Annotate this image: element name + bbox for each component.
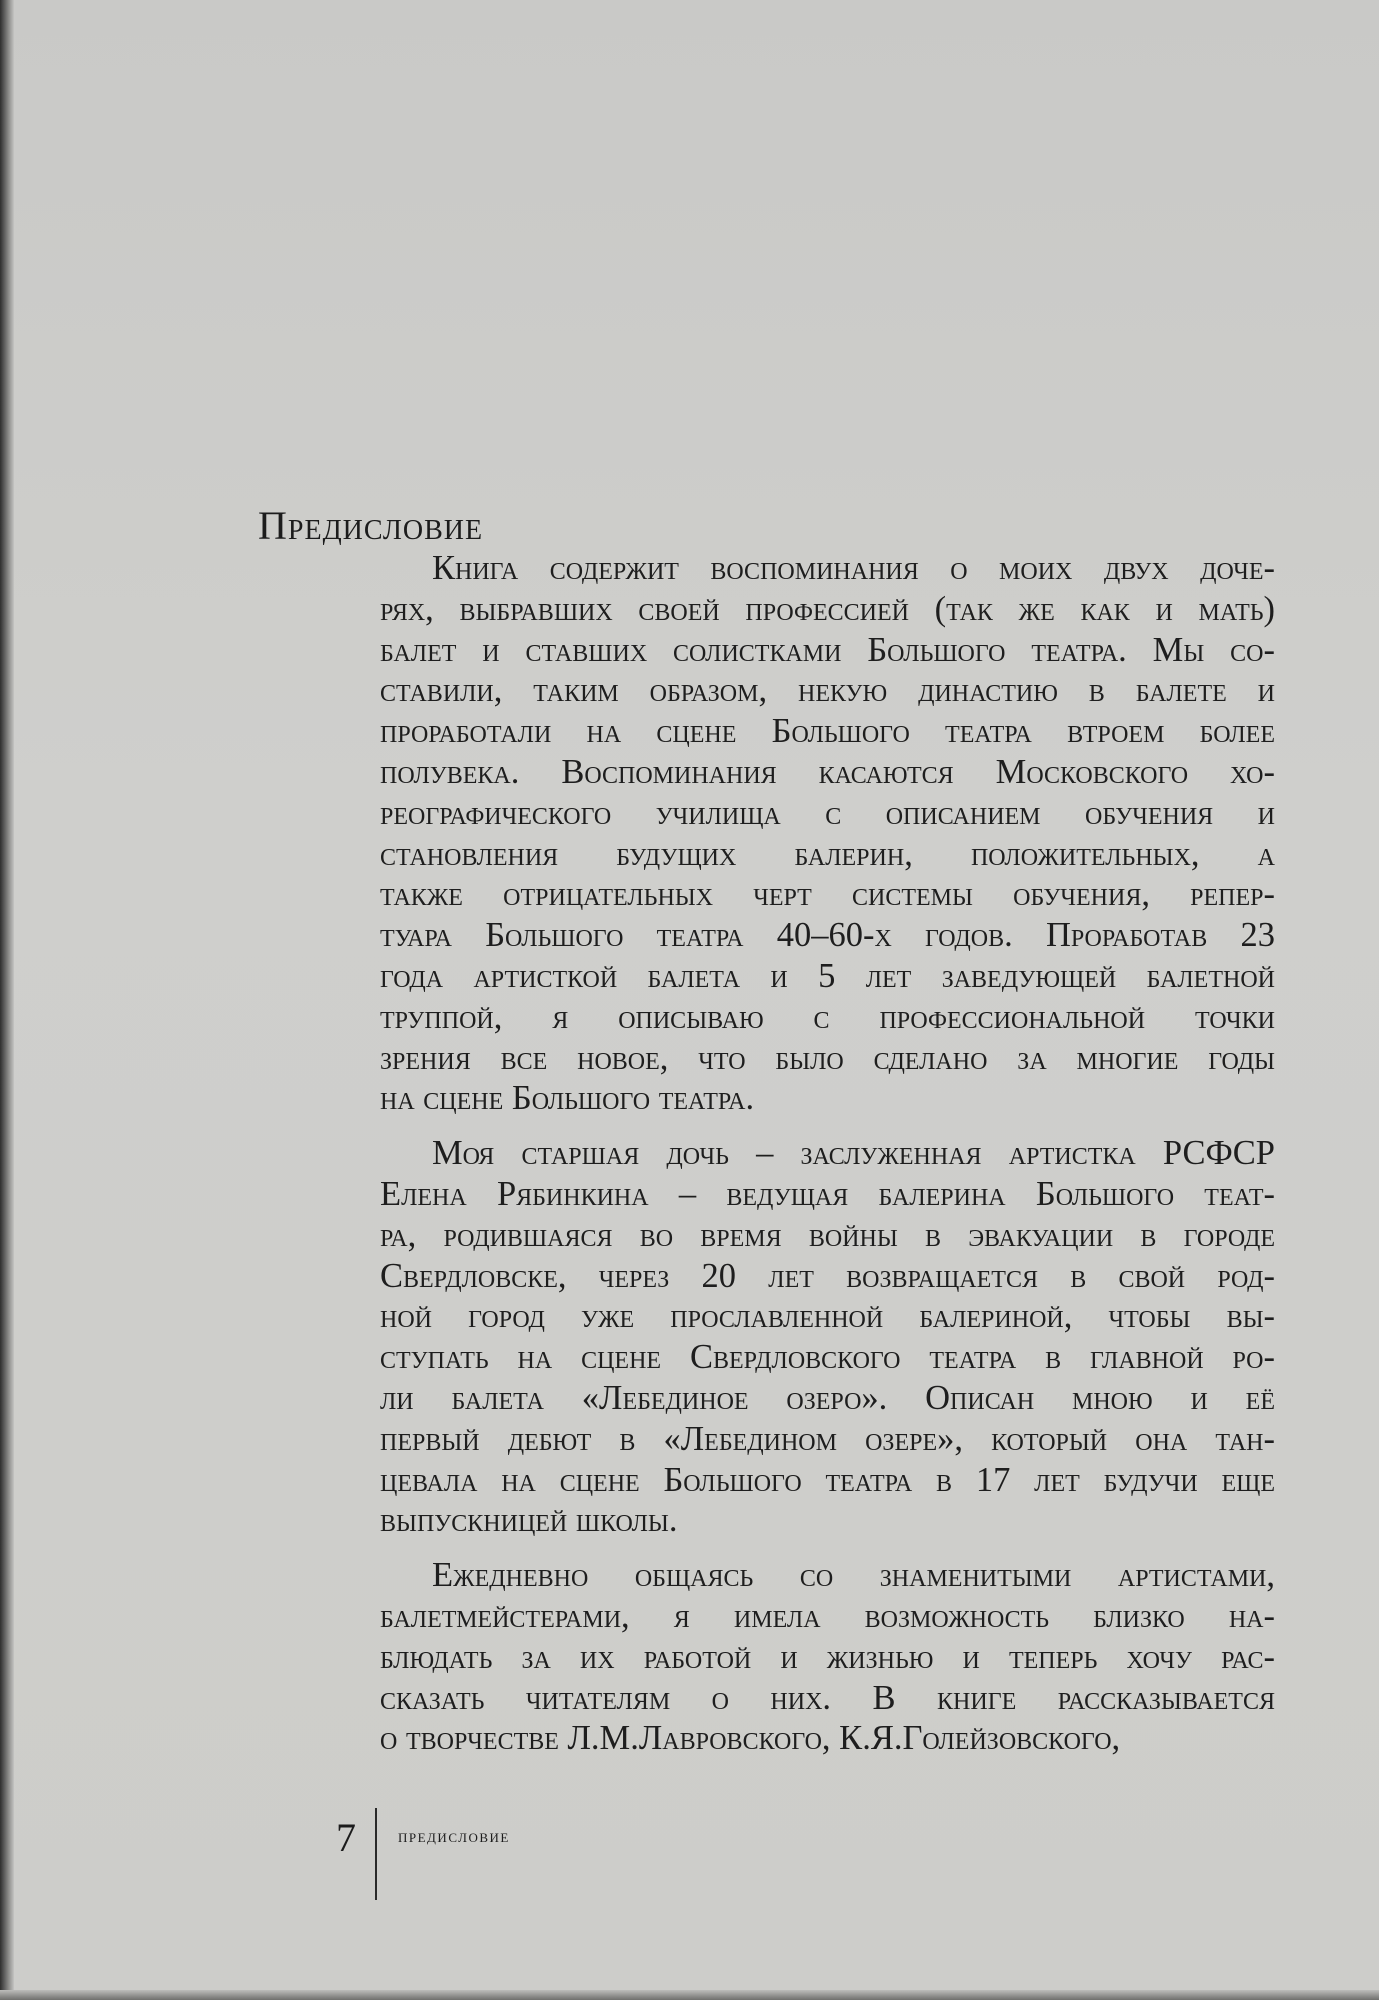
text-line: ной город уже прославленной балериной, чтобы вы- [380,1297,1275,1336]
text-line: Елена Рябинкина – ведущая балерина Большого теат- [380,1174,1275,1213]
page-binding-edge [0,0,14,2000]
page-number: 7 [336,1815,356,1860]
text-line: ли балета «Лебединое озеро». Описан мною и её [380,1378,1275,1417]
running-title: предисловие [398,1826,510,1847]
text-line: Моя старшая дочь – заслуженная артистка РСФСР [432,1134,1275,1173]
text-line: также отрицательных черт системы обучения, репер- [380,875,1275,914]
text-line: ступать на сцене Свердловского театра в главной ро- [380,1338,1275,1377]
text-line: балетмейстерами, я имела возможность близко на- [380,1596,1275,1635]
text-line: блюдать за их работой и жизнью и теперь хочу рас- [380,1637,1275,1676]
footer-divider [375,1808,377,1900]
text-line: на сцене Большого театра. [380,1079,755,1118]
text-line: проработали на сцене Большого театра втроем более [380,712,1275,751]
text-line: о творчестве Л.М.Лавровского, К.Я.Голейзовского, [380,1719,1121,1758]
text-line: зрения все новое, что было сделано за многие годы [380,1038,1275,1077]
text-line: первый дебют в «Лебедином озере», который она тан- [380,1419,1275,1458]
text-line: Книга содержит воспоминания о моих двух доче- [432,549,1275,587]
text-line: сказать читателям о них. В книге рассказывается [380,1678,1275,1717]
text-line: года артисткой балета и 5 лет заведующей балетной [380,956,1275,995]
text-line: балет и ставших солистками Большого театра. Мы со- [380,630,1275,669]
text-line: рях, выбравших своей профессией (так же как и мать) [380,589,1275,628]
text-line: туара Большого театра 40–60-х годов. Проработав 23 [380,916,1275,955]
text-line: цевала на сцене Большого театра в 17 лет будучи еще [380,1460,1275,1499]
body-text [380,548,1275,1773]
text-line: выпускницей школы. [380,1501,678,1540]
text-line: реографического училища с описанием обучения и [380,793,1275,832]
paragraph [380,548,1275,1119]
text-line: Свердловске, через 20 лет возвращается в свой род- [380,1256,1275,1295]
text-line: Ежедневно общаясь со знаменитыми артистами, [432,1556,1275,1595]
text-line: ра, родившаяся во время войны в эвакуации в городе [380,1215,1275,1254]
paragraph [380,1555,1275,1759]
chapter-heading: Предисловие [258,503,484,548]
text-line: ставили, таким образом, некую династию в балете и [380,671,1275,710]
text-line: полувека. Воспоминания касаются Московского хо- [380,752,1275,791]
paragraph [380,1133,1275,1541]
text-line: становления будущих балерин, положительных, а [380,834,1275,873]
page-bottom-edge [0,1990,1379,2000]
text-line: труппой, я описываю с профессиональной точки [380,997,1275,1036]
